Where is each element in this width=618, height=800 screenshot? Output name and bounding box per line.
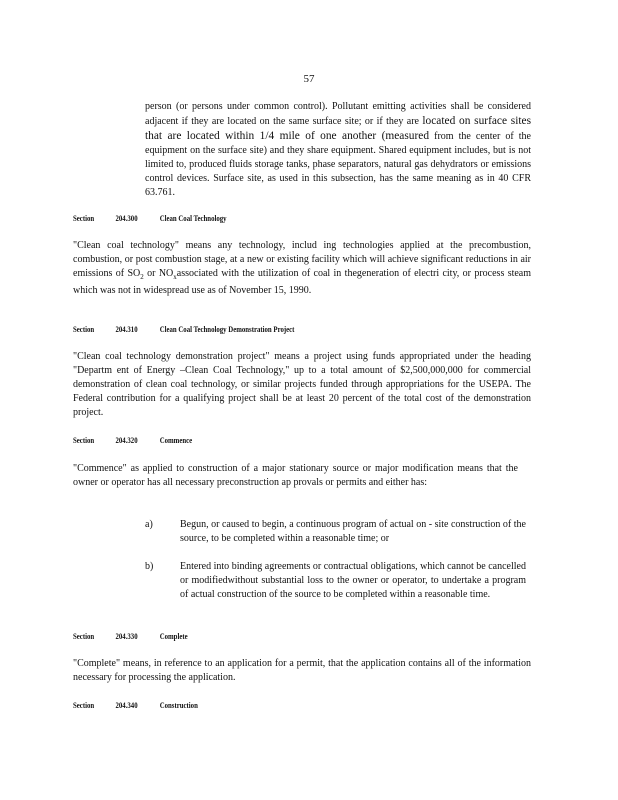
section-number: 204.300 bbox=[115, 214, 138, 223]
list-item-text: Entered into binding agreements or contractual obligations, which cannot be cancelled or modifiedwithout substantial loss to the owner or operator, to undertake a program of actual construction of the source to be completed within a reasonable time. bbox=[180, 561, 526, 600]
section-heading-204-340 bbox=[73, 701, 198, 710]
section-number: 204.310 bbox=[115, 325, 138, 334]
section-title: Clean Coal Technology bbox=[159, 214, 227, 223]
section-number: 204.340 bbox=[115, 701, 138, 710]
intro-paragraph bbox=[145, 100, 531, 200]
page-number: 57 bbox=[303, 73, 315, 85]
section-label: Section bbox=[73, 632, 95, 641]
definition-clean-coal-technology bbox=[73, 239, 531, 298]
section-number: 204.330 bbox=[115, 632, 138, 641]
list-item-text: Begun, or caused to begin, a continuous program of actual on - site construction of the source, to be completed within a reasonable time; or bbox=[180, 519, 526, 544]
list-marker: a) bbox=[145, 519, 153, 530]
definition-clean-coal-demonstration-project: "Clean coal technology demonstration project" means a project using funds appropriated under the heading "Departm ent of Energy –Clean Coal Technology," up to a total amount of $2,500,000,000 for commercial demonstration of clean coal technology, or similar projects funded through appropriations for the USEPA. The Federal contribution for a qualifying project shall be at least 20 percent of the total cost of the demonstration project. bbox=[73, 351, 531, 418]
section-label: Section bbox=[73, 214, 95, 223]
subscript-x: x bbox=[173, 273, 177, 281]
list-marker: b) bbox=[145, 561, 154, 572]
section-title: Commence bbox=[159, 436, 193, 445]
subscript-2: 2 bbox=[140, 273, 144, 281]
intro-text-1: person (or persons under common control). Pollutant emitting activities shall be considered adjacent if they are located on the same surface site; or if they are bbox=[145, 101, 531, 127]
section-number: 204.320 bbox=[115, 436, 138, 445]
definition-text-2: or NO bbox=[147, 268, 174, 279]
intro-text-2: located on surface sites that are located within 1/4 mile of one another (measured bbox=[145, 115, 532, 142]
section-title: Complete bbox=[159, 632, 188, 641]
intro-text-3: from the center of the equipment on the surface site) and they share equipment. Shared equipment includes, but is not limited to, produced fluids storage tanks, phase separators, natural gas dehydrators or emissions control devices. Surface site, as used in this subsection, has the same meaning as in 40 CFR 63.761. bbox=[145, 131, 531, 198]
definition-complete: "Complete" means, in reference to an application for a permit, that the application contains all of the information necessary for processing the application. bbox=[73, 658, 531, 683]
section-label: Section bbox=[73, 436, 95, 445]
definition-text-3: associated with the utilization of coal in thegeneration of electri city, or process steam which was not in widespread use as of November 15, 1990. bbox=[73, 268, 532, 296]
section-heading-204-330 bbox=[73, 632, 188, 641]
section-title: Clean Coal Technology Demonstration Project bbox=[159, 325, 295, 334]
section-heading-204-320 bbox=[73, 436, 192, 445]
section-title: Construction bbox=[159, 701, 198, 710]
definition-commence: "Commence" as applied to construction of a major stationary source or major modification means that the owner or operator has all necessary preconstruction ap provals or permits and either has: bbox=[73, 463, 518, 488]
section-heading-204-300 bbox=[73, 214, 227, 223]
section-label: Section bbox=[73, 325, 95, 334]
section-heading-204-310 bbox=[73, 325, 294, 334]
section-label: Section bbox=[73, 701, 95, 710]
definition-text-1: "Clean coal technology" means any technology, includ ing technologies applied at the precombustion, combustion, or post combustion stage, at a new or existing facility which will achieve significant reductions in air emissions of SO bbox=[73, 240, 531, 279]
